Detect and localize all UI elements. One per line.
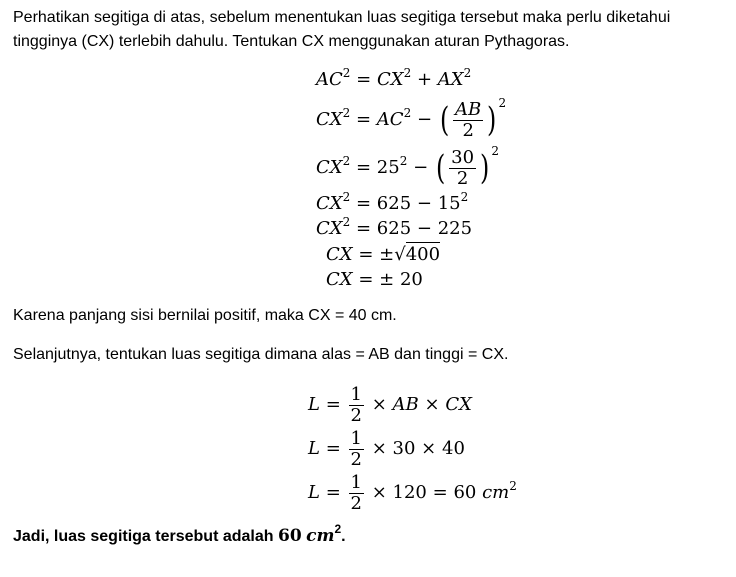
unit-label: cm	[482, 482, 510, 503]
fraction	[449, 148, 476, 189]
eq-exponent: 2	[491, 144, 499, 158]
eq-term: 60	[453, 482, 477, 503]
eq-term: 625	[376, 193, 412, 214]
eq-exponent: 2	[342, 154, 351, 168]
eq-term: CX	[376, 69, 404, 90]
intro-line-2: tingginya (CX) terlebih dahulu. Tentukan CX menggunakan aturan Pythagoras.	[13, 33, 570, 50]
equation-ac-squared	[316, 68, 471, 92]
eq-sign: =	[356, 69, 372, 90]
equation-cx-result	[326, 268, 423, 292]
fraction-denominator: 2	[462, 119, 474, 141]
fraction-numerator: 1	[350, 427, 362, 449]
fraction-numerator: 30	[451, 146, 475, 168]
left-paren: (	[435, 148, 446, 188]
eq-sign: =	[432, 482, 448, 503]
conclusion-text	[13, 524, 346, 549]
equation-cx-squared-625-minus-225	[316, 217, 472, 241]
eq-operator: −	[416, 109, 433, 130]
eq-exponent: 2	[463, 66, 472, 80]
eq-sign: =	[355, 157, 372, 178]
eq-sign: =	[358, 244, 374, 265]
eq-operator: −	[413, 157, 429, 178]
eq-sign: =	[358, 269, 374, 290]
eq-term: CX	[316, 193, 343, 214]
fraction-denominator: 2	[456, 167, 469, 189]
eq-exponent: 2	[509, 479, 517, 493]
equation-area-formula	[308, 383, 472, 427]
times-sign: ×	[371, 394, 387, 415]
eq-exponent: 2	[403, 66, 412, 80]
area-instruction: Selanjutnya, tentukan luas segitiga dimana alas = AB dan tinggi = CX.	[13, 346, 509, 363]
eq-term: 15	[437, 193, 461, 214]
fraction-denominator: 2	[350, 404, 362, 426]
eq-term: 625	[376, 218, 412, 239]
eq-exponent: 2	[460, 190, 469, 204]
eq-exponent: 2	[342, 190, 351, 204]
fraction-numerator: 1	[350, 383, 362, 405]
equation-area-result	[308, 471, 517, 515]
eq-operator: −	[416, 193, 432, 214]
eq-exponent: 2	[399, 154, 408, 168]
plus-minus-sign: ±	[379, 269, 395, 290]
times-sign: ×	[371, 482, 387, 503]
fraction	[349, 385, 364, 426]
eq-exponent: 2	[342, 106, 351, 120]
conclusion-exponent: 2	[334, 522, 342, 536]
eq-sign: =	[325, 438, 341, 459]
eq-term: 25	[376, 157, 400, 178]
eq-operator: +	[416, 69, 433, 90]
conclusion-period: .	[341, 528, 346, 545]
eq-term: CX	[445, 394, 472, 415]
eq-term: 20	[399, 269, 423, 290]
fraction-numerator: 1	[350, 471, 362, 493]
eq-sign: =	[355, 193, 372, 214]
eq-term: L	[308, 482, 320, 503]
conclusion-value: 60	[277, 526, 302, 546]
eq-exponent: 2	[498, 96, 507, 110]
intro-paragraph	[13, 6, 670, 54]
eq-term: AB	[392, 394, 419, 415]
sqrt-icon: √	[394, 244, 406, 265]
eq-term: 30	[392, 438, 416, 459]
eq-term: AX	[437, 69, 464, 90]
equation-cx-squared-formula	[316, 98, 506, 142]
conclusion-lead: Jadi, luas segitiga tersebut adalah	[13, 528, 278, 545]
right-paren: )	[487, 100, 497, 140]
fraction	[349, 429, 364, 470]
eq-sign: =	[325, 394, 341, 415]
radicand: 400	[405, 244, 441, 265]
eq-term: CX	[316, 157, 343, 178]
eq-term: L	[308, 438, 320, 459]
fraction	[453, 100, 483, 141]
eq-term: 120	[392, 482, 427, 503]
eq-operator: −	[416, 218, 432, 239]
eq-exponent: 2	[342, 215, 351, 229]
eq-sign: =	[355, 218, 372, 239]
eq-term: AC	[316, 69, 343, 90]
eq-term: CX	[326, 244, 353, 265]
eq-term: 40	[442, 438, 465, 459]
eq-term: CX	[316, 218, 343, 239]
positive-length-note: Karena panjang sisi bernilai positif, maka CX = 40 cm.	[13, 307, 397, 324]
eq-term: CX	[316, 109, 343, 130]
eq-term: AC	[376, 109, 404, 130]
equation-cx-squared-625-minus-15-squared	[316, 192, 468, 216]
eq-exponent: 2	[342, 66, 351, 80]
times-sign: ×	[424, 394, 440, 415]
eq-sign: =	[355, 109, 372, 130]
fraction-denominator: 2	[350, 492, 362, 514]
eq-term: CX	[326, 269, 353, 290]
times-sign: ×	[371, 438, 387, 459]
eq-term: 225	[437, 218, 473, 239]
equation-cx-sqrt	[326, 243, 440, 267]
equation-area-substituted	[308, 427, 465, 471]
fraction-numerator: AB	[455, 98, 482, 120]
eq-exponent: 2	[403, 106, 412, 120]
intro-line-1: Perhatikan segitiga di atas, sebelum menentukan luas segitiga tersebut maka perlu diketahui	[13, 9, 671, 26]
eq-term: L	[308, 394, 320, 415]
equation-cx-squared-substituted	[316, 146, 499, 190]
fraction	[349, 473, 364, 514]
times-sign: ×	[421, 438, 437, 459]
conclusion-unit: cm	[306, 526, 335, 546]
fraction-denominator: 2	[350, 448, 362, 470]
left-paren: (	[439, 100, 450, 140]
right-paren: )	[480, 148, 490, 188]
eq-sign: =	[325, 482, 341, 503]
plus-minus-sign: ±	[379, 244, 395, 265]
